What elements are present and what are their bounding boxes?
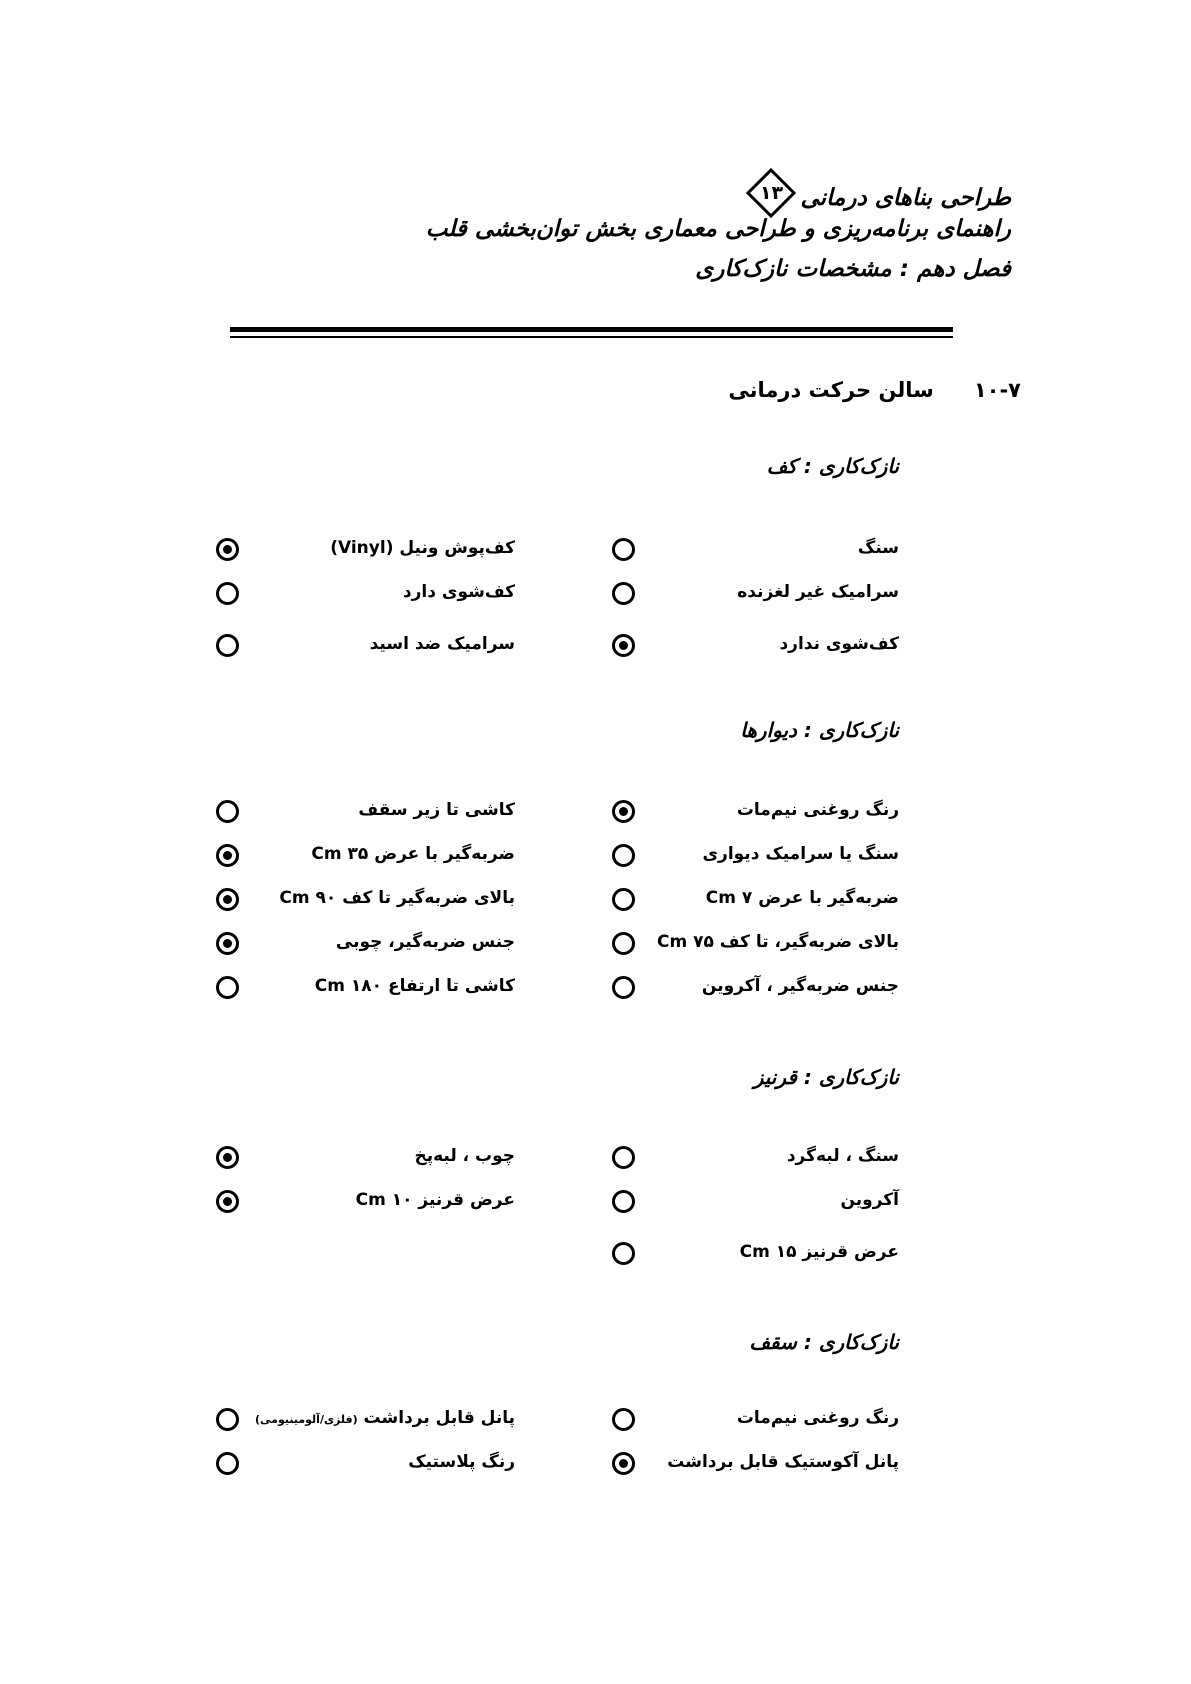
option-label [311, 844, 515, 864]
option-label-text: جنس ضربه‌گیر، چوبی [335, 932, 515, 952]
option-label [667, 1452, 899, 1472]
walls-option-right-3 [705, 885, 899, 915]
walls-option-left-4 [335, 929, 515, 959]
radio-unchecked-icon[interactable] [216, 976, 239, 999]
walls-option-left-5 [314, 973, 515, 1003]
ceiling-option-left-2 [408, 1449, 515, 1479]
radio-checked-icon[interactable] [216, 844, 239, 867]
floor-option-left-2 [402, 579, 515, 609]
floor-heading: نازک‌کاری : کف [766, 454, 899, 478]
option-label [370, 634, 515, 654]
option-label [279, 888, 515, 908]
option-label-text: چوب ، لبه‌پخ [414, 1146, 515, 1166]
page-header [251, 178, 1011, 298]
option-label-text: ضربه‌گیر با عرض ۳۵ Cm [311, 844, 515, 864]
option-label [737, 1408, 899, 1428]
radio-unchecked-icon[interactable] [612, 582, 635, 605]
cornice-option-left-1 [414, 1143, 515, 1173]
option-label [706, 888, 899, 908]
ceiling-option-left-1 [255, 1405, 515, 1435]
option-label [336, 932, 515, 952]
option-label [858, 538, 899, 558]
cornice-option-right-2 [840, 1187, 899, 1217]
book-title: طراحی بناهای درمانی [800, 184, 1011, 211]
option-label-text: رنگ روغنی نیم‌مات [736, 1408, 899, 1428]
floor-option-left-3 [369, 631, 515, 661]
radio-unchecked-icon[interactable] [612, 888, 635, 911]
option-label [408, 1452, 515, 1472]
radio-unchecked-icon[interactable] [612, 844, 635, 867]
option-label-text: عرض قرنیز ۱۰ Cm [355, 1190, 515, 1210]
option-label-text: عرض قرنیز ۱۵ Cm [739, 1242, 899, 1262]
radio-unchecked-icon[interactable] [612, 1242, 635, 1265]
floor-option-right-3 [779, 631, 899, 661]
option-label [779, 634, 899, 654]
radio-unchecked-icon[interactable] [612, 932, 635, 955]
cornice-option-right-3 [739, 1239, 899, 1269]
option-label [403, 582, 515, 602]
option-label-text: کاشی تا زیر سقف [358, 800, 515, 820]
book-subtitle: راهنمای برنامه‌ریزی و طراحی معماری بخش توان‌بخشی قلب [425, 216, 1011, 242]
option-label-text: سنگ یا سرامیک دیواری [702, 844, 899, 864]
option-label-text: کف‌شوی ندارد [779, 634, 899, 654]
radio-unchecked-icon[interactable] [216, 800, 239, 823]
option-label [356, 1190, 515, 1210]
option-label-text: بالای ضربه‌گیر تا کف ۹۰ Cm [279, 888, 515, 908]
section-title [728, 378, 1021, 402]
walls-option-left-1 [358, 797, 515, 827]
book-number-badge [746, 168, 796, 218]
option-label-text: آکروین [840, 1190, 899, 1210]
option-label-text: کف‌پوش ونیل (Vinyl) [330, 538, 515, 558]
walls-option-right-4 [656, 929, 899, 959]
option-label-text: کاشی تا ارتفاع ۱۸۰ Cm [314, 976, 515, 996]
radio-checked-icon[interactable] [216, 538, 239, 561]
option-label [702, 976, 899, 996]
option-label-text: کف‌شوی دارد [402, 582, 515, 602]
section-number: ۱۰-۷ [973, 378, 1021, 402]
radio-checked-icon[interactable] [216, 1190, 239, 1213]
walls-heading: نازک‌کاری : دیوارها [740, 718, 899, 742]
radio-checked-icon[interactable] [216, 932, 239, 955]
option-label [330, 538, 515, 558]
walls-option-right-1 [736, 797, 899, 827]
radio-checked-icon[interactable] [216, 888, 239, 911]
option-label-text: رنگ روغنی نیم‌مات [736, 800, 899, 820]
walls-option-left-3 [279, 885, 515, 915]
radio-checked-icon[interactable] [216, 1146, 239, 1169]
ceiling-option-right-1 [736, 1405, 899, 1435]
option-label [740, 1242, 899, 1262]
floor-option-right-1 [857, 535, 899, 565]
option-label-text: سرامیک غیر لغزنده [737, 582, 899, 602]
radio-unchecked-icon[interactable] [612, 1190, 635, 1213]
radio-unchecked-icon[interactable] [612, 976, 635, 999]
book-title-row [251, 178, 1011, 218]
header-rule-thick [230, 327, 953, 332]
option-label-text: سنگ ، لبه‌گرد [786, 1146, 899, 1166]
option-label-text: ضربه‌گیر با عرض ۷ Cm [705, 888, 899, 908]
floor-option-right-2 [737, 579, 899, 609]
radio-unchecked-icon[interactable] [216, 582, 239, 605]
option-label [657, 932, 899, 952]
radio-checked-icon[interactable] [612, 800, 635, 823]
cornice-option-left-2 [355, 1187, 515, 1217]
option-label [737, 800, 899, 820]
walls-option-right-2 [702, 841, 899, 871]
option-label-text: پانل قابل برداشت [363, 1408, 515, 1428]
option-label-text: پانل آکوستیک قابل برداشت [667, 1452, 899, 1472]
radio-unchecked-icon[interactable] [216, 634, 239, 657]
option-label [702, 844, 899, 864]
radio-unchecked-icon[interactable] [216, 1408, 239, 1431]
option-label-text: رنگ پلاستیک [408, 1452, 515, 1472]
option-label-note: (فلزی/آلومینیومی) [255, 1413, 358, 1426]
cornice-option-right-1 [786, 1143, 899, 1173]
ceiling-heading: نازک‌کاری : سقف [749, 1330, 899, 1354]
option-label [414, 1146, 515, 1166]
radio-checked-icon[interactable] [612, 634, 635, 657]
option-label [787, 1146, 899, 1166]
option-label-text: جنس ضربه‌گیر ، آکروین [701, 976, 899, 996]
option-label-text: سنگ [857, 538, 899, 558]
option-label [255, 1408, 515, 1428]
option-label [737, 582, 899, 602]
ceiling-option-right-2 [667, 1449, 899, 1479]
radio-unchecked-icon[interactable] [612, 1408, 635, 1431]
book-number: ۱۳ [759, 182, 784, 204]
floor-option-left-1 [330, 535, 515, 565]
radio-checked-icon[interactable] [612, 1452, 635, 1475]
walls-option-right-5 [701, 973, 899, 1003]
option-label [315, 976, 515, 996]
walls-option-left-2 [311, 841, 515, 871]
option-label [840, 1190, 899, 1210]
chapter-title: فصل دهم : مشخصات نازک‌کاری [695, 256, 1011, 282]
option-label-text: بالای ضربه‌گیر، تا کف ۷۵ Cm [656, 932, 899, 952]
radio-unchecked-icon[interactable] [612, 1146, 635, 1169]
header-rule-thin [230, 336, 953, 338]
radio-unchecked-icon[interactable] [612, 538, 635, 561]
option-label-text: سرامیک ضد اسید [369, 634, 515, 654]
cornice-heading: نازک‌کاری : قرنیز [753, 1065, 899, 1089]
option-label [358, 800, 515, 820]
section-name: سالن حرکت درمانی [728, 378, 934, 402]
radio-unchecked-icon[interactable] [216, 1452, 239, 1475]
